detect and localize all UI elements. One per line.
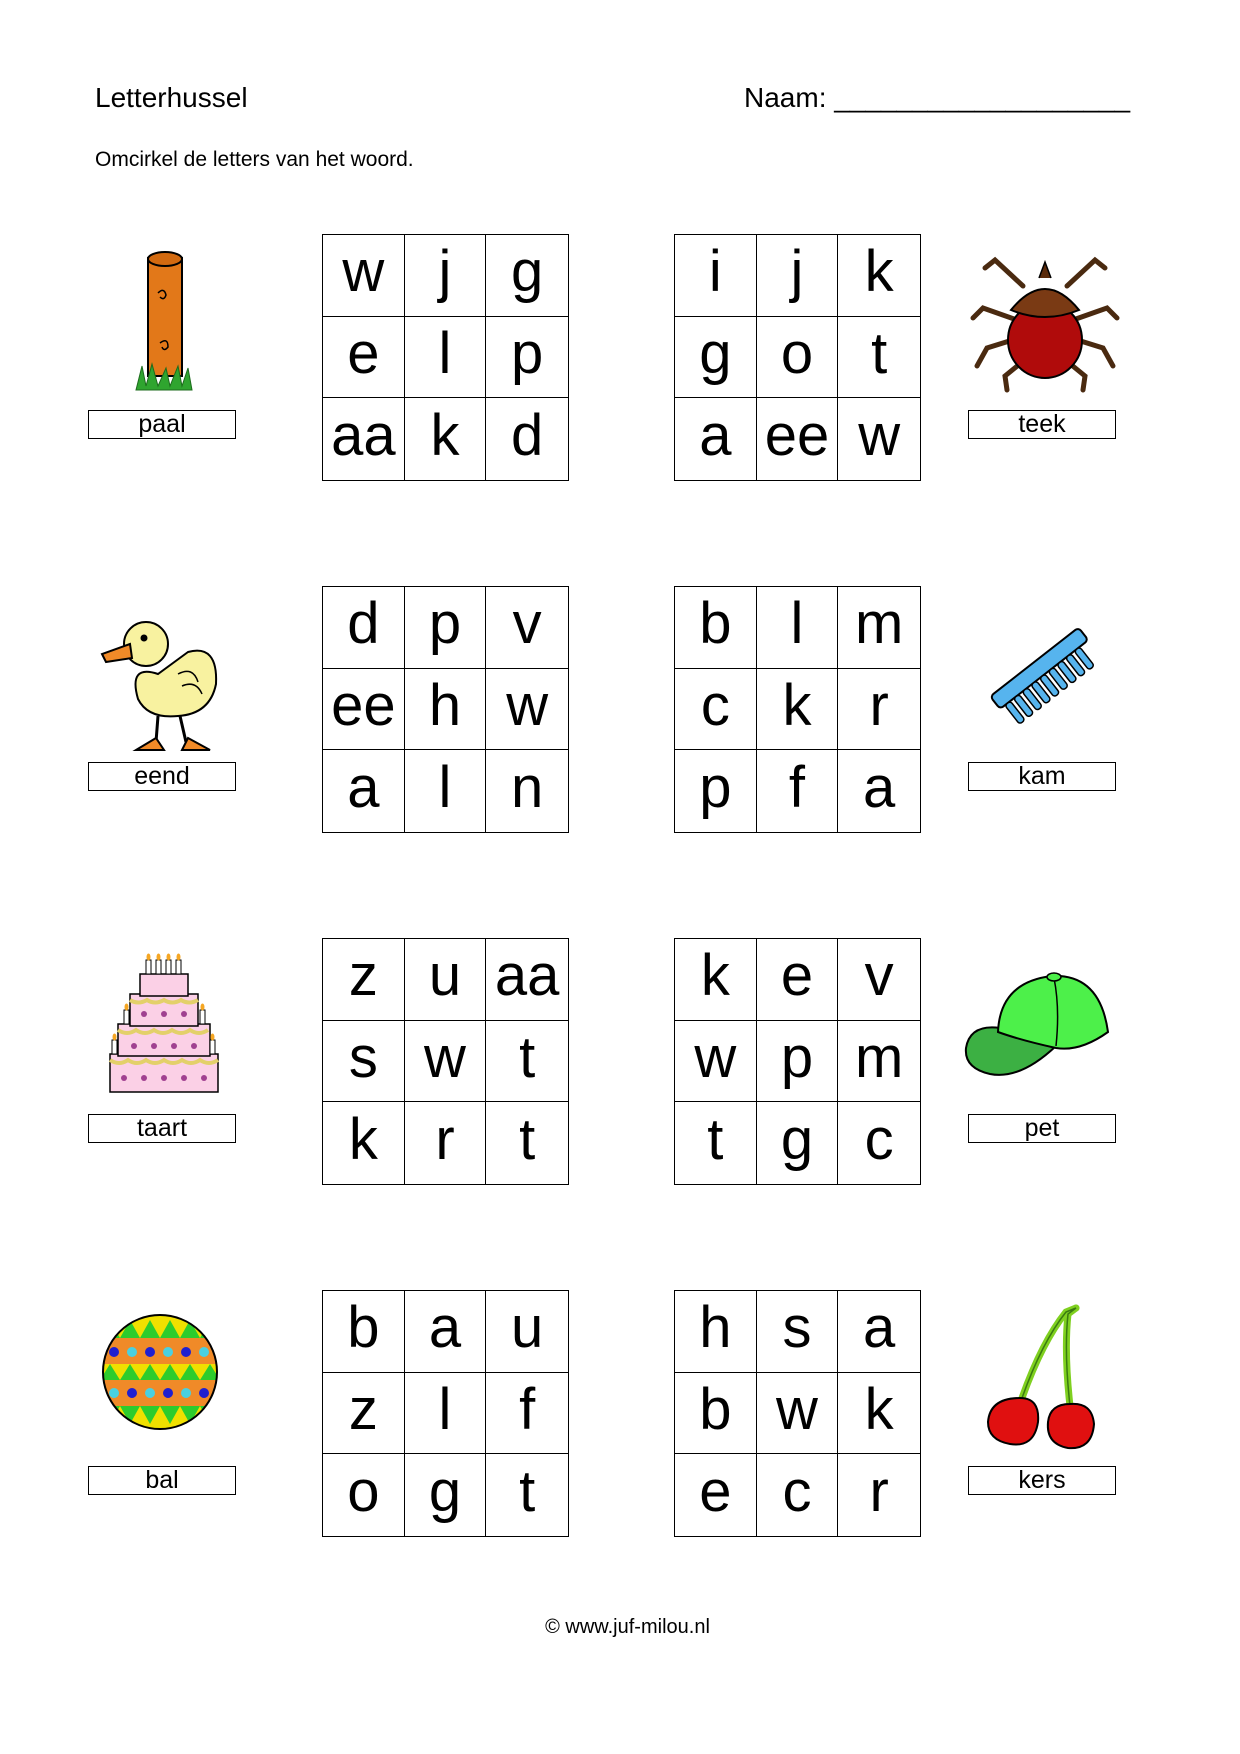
letter-cell[interactable]: l: [405, 750, 487, 832]
letter-cell[interactable]: b: [323, 1291, 405, 1373]
letter-cell[interactable]: a: [863, 755, 896, 821]
letter-cell[interactable]: k: [838, 235, 920, 317]
letter-cell[interactable]: l: [757, 587, 839, 669]
letter-cell[interactable]: w: [858, 403, 901, 469]
letter-cell[interactable]: p: [405, 587, 487, 669]
letter-cell[interactable]: k: [323, 1102, 405, 1184]
letter-cell[interactable]: e: [757, 939, 839, 1021]
name-line[interactable]: ___________________: [834, 82, 1131, 113]
letter-cell[interactable]: ee: [757, 398, 839, 480]
letter-grid-bal: [322, 1290, 569, 1537]
letter-grid-taart: [322, 938, 569, 1185]
comb-icon: [980, 600, 1105, 750]
letter-grid-pet: [674, 938, 921, 1185]
letter-cell[interactable]: s: [323, 1021, 405, 1103]
tick-icon: [965, 248, 1125, 398]
cake-icon: [104, 950, 224, 1100]
letter-cell[interactable]: h: [675, 1291, 757, 1373]
letter-cell[interactable]: w: [405, 1021, 487, 1103]
letter-cell[interactable]: z: [323, 939, 405, 1021]
word-label-bal: bal: [88, 1466, 236, 1495]
letter-cell[interactable]: v: [486, 587, 568, 669]
letter-cell[interactable]: f: [757, 750, 839, 832]
letter-cell[interactable]: r: [869, 1459, 889, 1525]
letter-cell[interactable]: e: [323, 317, 405, 399]
letter-cell[interactable]: o: [757, 317, 839, 399]
letter-grid-paal: [322, 234, 569, 481]
letter-cell[interactable]: t: [486, 1021, 568, 1103]
letter-cell[interactable]: d: [323, 587, 405, 669]
letter-cell[interactable]: k: [675, 939, 757, 1021]
letter-cell[interactable]: ee: [323, 669, 405, 751]
letter-cell[interactable]: w: [323, 235, 405, 317]
letter-cell[interactable]: w: [757, 1373, 839, 1455]
letter-cell[interactable]: a: [675, 398, 757, 480]
letter-cell[interactable]: o: [323, 1454, 405, 1536]
letter-cell[interactable]: s: [757, 1291, 839, 1373]
pole-icon: [130, 248, 200, 398]
instruction-text: Omcirkel de letters van het woord.: [95, 148, 414, 171]
word-label-pet: pet: [968, 1114, 1116, 1143]
word-label-taart: taart: [88, 1114, 236, 1143]
letter-cell[interactable]: l: [405, 317, 487, 399]
letter-grid-eend: [322, 586, 569, 833]
letter-cell[interactable]: m: [838, 1021, 920, 1103]
letter-cell[interactable]: z: [323, 1373, 405, 1455]
letter-cell[interactable]: d: [511, 403, 544, 469]
letter-cell[interactable]: c: [757, 1454, 839, 1536]
letter-grid-kam: [674, 586, 921, 833]
name-field[interactable]: [744, 82, 1130, 114]
letter-grid-kers: [674, 1290, 921, 1537]
word-label-kam: kam: [968, 762, 1116, 791]
letter-cell[interactable]: a: [838, 1291, 920, 1373]
word-label-teek: teek: [968, 410, 1116, 439]
word-label-kers: kers: [968, 1466, 1116, 1495]
letter-cell[interactable]: t: [519, 1107, 536, 1173]
letter-cell[interactable]: b: [675, 1373, 757, 1455]
letter-cell[interactable]: g: [405, 1454, 487, 1536]
letter-cell[interactable]: p: [486, 317, 568, 399]
letter-cell[interactable]: p: [675, 750, 757, 832]
word-label-paal: paal: [88, 410, 236, 439]
letter-cell[interactable]: r: [405, 1102, 487, 1184]
letter-cell[interactable]: k: [838, 1373, 920, 1455]
letter-cell[interactable]: e: [675, 1454, 757, 1536]
letter-cell[interactable]: u: [486, 1291, 568, 1373]
letter-cell[interactable]: m: [838, 587, 920, 669]
letter-cell[interactable]: i: [675, 235, 757, 317]
duck-icon: [98, 604, 228, 754]
letter-cell[interactable]: aa: [486, 939, 568, 1021]
letter-cell[interactable]: j: [757, 235, 839, 317]
letter-cell[interactable]: n: [511, 755, 544, 821]
word-label-eend: eend: [88, 762, 236, 791]
letter-cell[interactable]: t: [675, 1102, 757, 1184]
letter-cell[interactable]: h: [405, 669, 487, 751]
name-label: Naam:: [744, 82, 827, 113]
cherries-icon: [980, 1302, 1105, 1452]
letter-cell[interactable]: g: [757, 1102, 839, 1184]
copyright-footer: © www.juf-milou.nl: [545, 1616, 710, 1638]
letter-cell[interactable]: j: [405, 235, 487, 317]
letter-cell[interactable]: k: [405, 398, 487, 480]
letter-cell[interactable]: w: [675, 1021, 757, 1103]
letter-cell[interactable]: v: [838, 939, 920, 1021]
letter-cell[interactable]: l: [405, 1373, 487, 1455]
page-title: Letterhussel: [95, 82, 248, 113]
cap-icon: [960, 968, 1115, 1088]
letter-grid-teek: [674, 234, 921, 481]
letter-cell[interactable]: a: [405, 1291, 487, 1373]
letter-cell[interactable]: t: [519, 1459, 536, 1525]
letter-cell[interactable]: r: [838, 669, 920, 751]
letter-cell[interactable]: t: [838, 317, 920, 399]
letter-cell[interactable]: u: [405, 939, 487, 1021]
letter-cell[interactable]: c: [864, 1107, 894, 1173]
letter-cell[interactable]: w: [486, 669, 568, 751]
letter-cell[interactable]: g: [675, 317, 757, 399]
letter-cell[interactable]: a: [323, 750, 405, 832]
letter-cell[interactable]: p: [757, 1021, 839, 1103]
letter-cell[interactable]: f: [486, 1373, 568, 1455]
letter-cell[interactable]: c: [675, 669, 757, 751]
letter-cell[interactable]: k: [757, 669, 839, 751]
letter-cell[interactable]: b: [675, 587, 757, 669]
letter-cell[interactable]: aa: [323, 398, 405, 480]
letter-cell[interactable]: g: [486, 235, 568, 317]
ball-icon: [100, 1312, 220, 1432]
